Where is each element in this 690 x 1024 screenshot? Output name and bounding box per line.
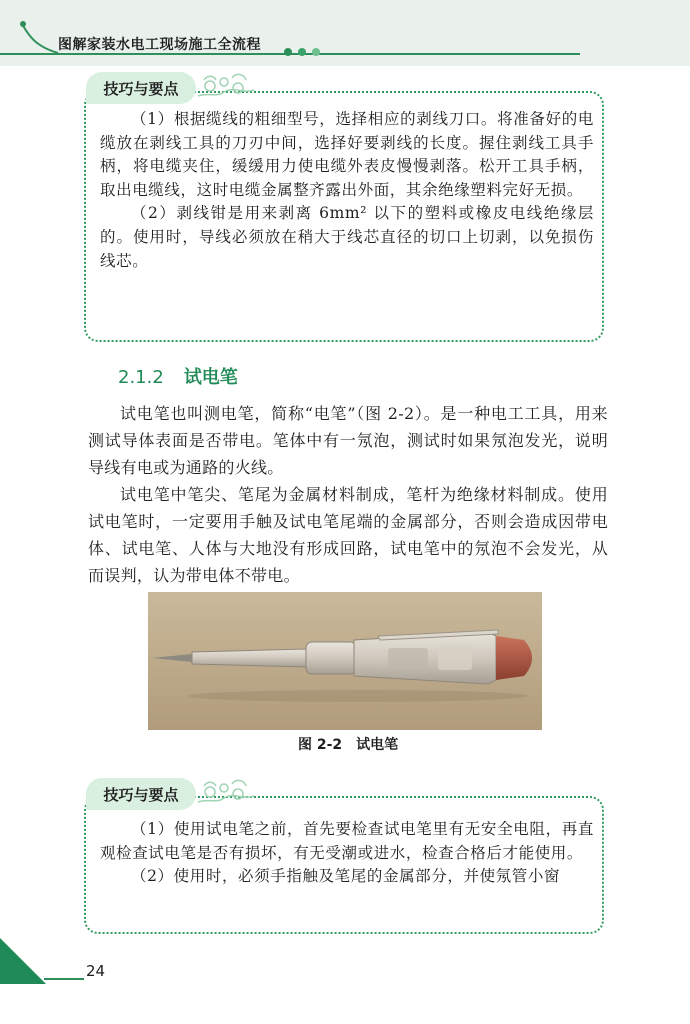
tips-paragraph: （2）使用时，必须手指触及笔尾的金属部分，并使氖管小窗	[131, 867, 561, 886]
figure-title: 试电笔	[356, 737, 399, 753]
tips-tag: 技巧与要点	[86, 778, 196, 810]
body-paragraph: 试电笔中笔尖、笔尾为金属材料制成，笔杆为绝缘材料制成。使用试电笔时，一定要用手触及试电笔尾端的金属部分，否则会造成因带电体、试电笔、人体与大地没有形成回路，试电笔中的氖泡不会发光，从而误判，认为带电体不带电。	[88, 485, 608, 585]
section-title: 试电笔	[183, 367, 238, 388]
book-title: 图解家装水电工现场施工全流程	[58, 37, 261, 53]
section-heading	[118, 363, 238, 389]
tips-paragraph: （1）使用试电笔之前，首先要检查试电笔里有无安全电阻，再直观检查试电笔是否有损坏，有无受潮或进水，检查合格后才能使用。	[100, 820, 594, 862]
tips-content	[100, 108, 594, 273]
flower-ornament-icon	[194, 776, 258, 810]
tips-paragraph: （1）根据缆线的粗细型号，选择相应的剥线刀口。将准备好的电缆放在剥线工具的刀刃中间，选择好要剥线的长度。握住剥线工具手柄，将电缆夹住，缓缓用力使电缆外表皮慢慢剥落。松开工具手柄，取出电缆线，这时电缆金属整齐露出外面，其余绝缘塑料完好无损。	[100, 110, 594, 199]
test-pen-illustration	[148, 592, 542, 730]
figure-caption	[298, 734, 398, 754]
figure-number: 图 2-2	[298, 737, 343, 753]
footer-rule	[44, 978, 84, 980]
section-number: 2.1.2	[118, 367, 164, 388]
body-paragraph: 试电笔也叫测电笔，简称“电笔”（图 2-2）。是一种电工工具，用来测试导体表面是否带电。笔体中有一氖泡，测试时如果氖泡发光，说明导线有电或为通路的火线。	[88, 404, 608, 477]
header-dots-ornament	[284, 48, 320, 56]
flower-ornament-icon	[194, 70, 258, 104]
tips-paragraph: （2）剥线钳是用来剥离 6mm² 以下的塑料或橡皮电线绝缘层的。使用时，导线必须放在稍大于线芯直径的切口上切剥，以免损伤线芯。	[100, 204, 594, 270]
running-header	[0, 0, 690, 66]
body-text	[88, 400, 608, 589]
tips-tag: 技巧与要点	[86, 72, 196, 104]
test-pen-photo	[148, 592, 542, 730]
tips-content	[100, 818, 594, 889]
page-number: 24	[86, 962, 106, 980]
footer-corner-triangle	[0, 938, 46, 984]
